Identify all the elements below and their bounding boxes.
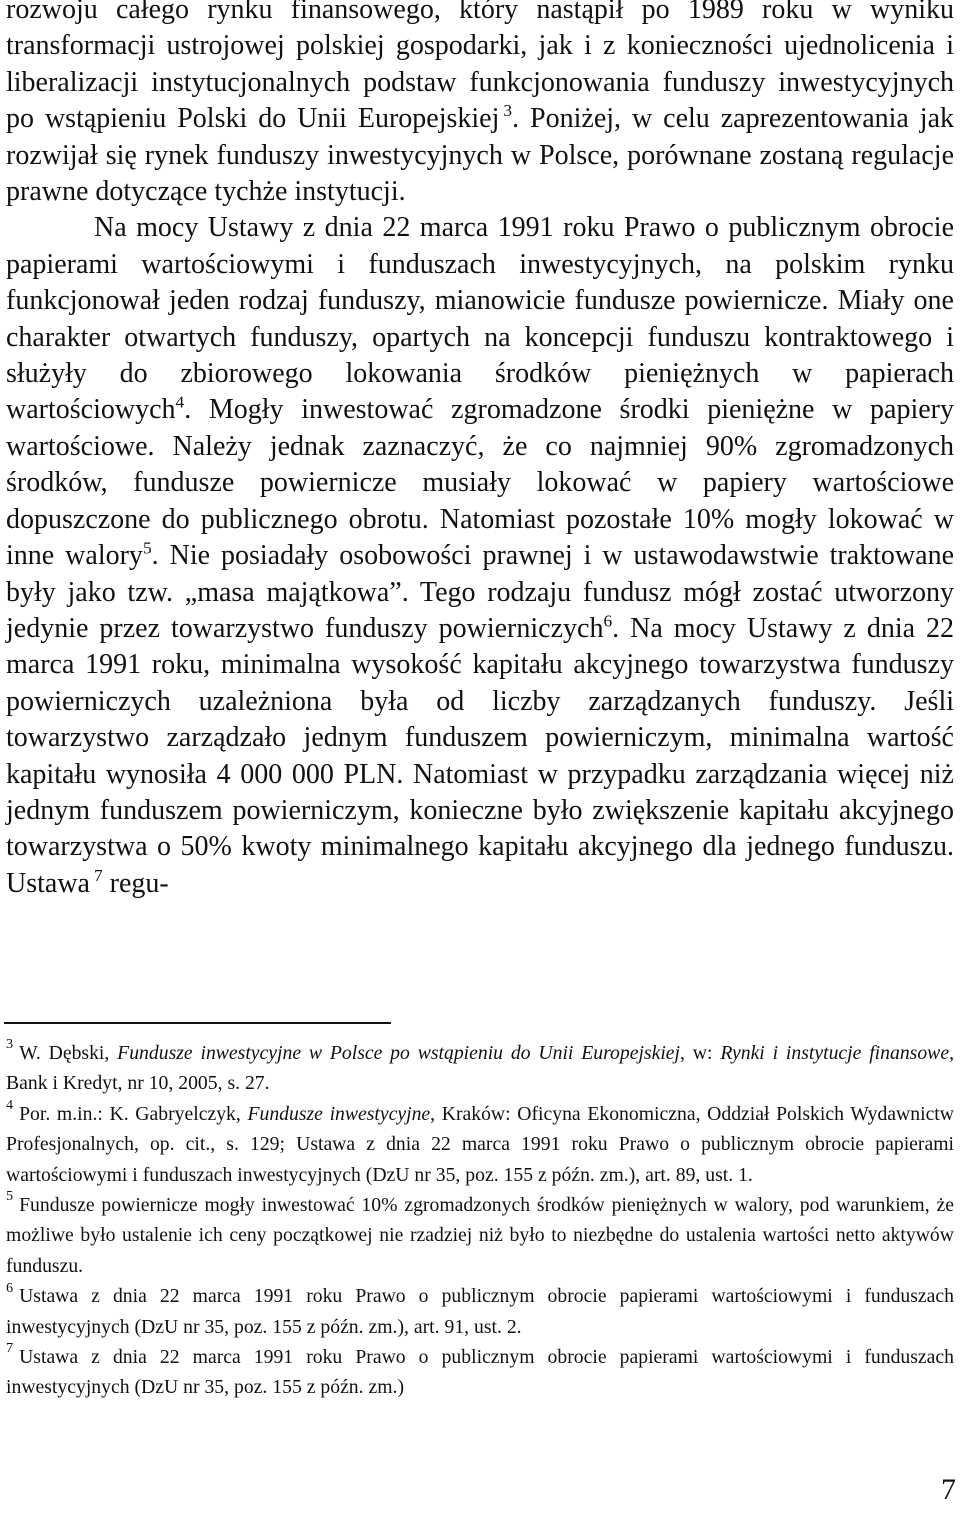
footnote-4 — [6, 1099, 954, 1190]
paragraph-2-text-a: Na mocy Ustawy z dnia 22 marca 1991 roku Prawo o publicznym obrocie papierami wartościowymi i funduszach inwestycyjnych, na polskim rynku funkcjonował jeden rodzaj funduszy, mianowicie fundusze powiernicze. Miały one charakter otwartych funduszy, opartych na koncepcji funduszu kontraktowego i służyły do zbiorowego lokowania środków pieniężnych w papierach wartościowych — [6, 212, 954, 426]
paragraph-1-text-b: . Poniżej, w celu zaprezentowania jak rozwijał się rynek funduszy inwestycyjnych w Polsce, porównane zostaną regulacje prawne dotyczące tychże instytucji. — [6, 103, 954, 208]
footnote-number: 3 — [6, 1036, 14, 1053]
paragraph-1-text-a: rozwoju całego rynku finansowego, który nastąpił po 1989 roku w wyniku transformacji ustrojowej polskiej gospodarki, jak i z konieczności ujednolicenia i liberalizacji instytucjonalnych podstaw funkcjonowania funduszy inwestycyjnych po wstąpieniu Polski do Unii Europejskiej — [6, 0, 954, 135]
paragraph-2-text-d: . Na mocy Ustawy z dnia 22 marca 1991 roku, minimalna wysokość kapitału akcyjnego towarzystwa funduszy powierniczych uzależniona była od liczby zarządzanych funduszy. Jeśli towarzystwo zarządzało jednym funduszem powierniczym, minimalna wartość kapitału wynosiła 4 000 000 PLN. Natomiast w przypadku zarządzania więcej niż jednym funduszem powierniczym, konieczne było zwiększenie kapitału akcyjnego towarzystwa o 50% kwoty minimalnego kapitału akcyjnego dla jednego funduszu. Ustawa — [6, 612, 954, 899]
footnote-6 — [6, 1281, 954, 1342]
footnote-3 — [6, 1038, 954, 1099]
paragraph-2-text-b: . Mogły inwestować zgromadzone środki pieniężne w papiery wartościowe. Należy jednak zaznaczyć, że co najmniej 90% zgromadzonych środków, fundusze powiernicze musiały lokować w papiery wartościowe dopuszczone do publicznego obrotu. Natomiast pozostałe 10% mogły lokować w inne walory — [6, 394, 954, 572]
footnote-separator — [4, 1022, 391, 1024]
body-text — [6, 0, 954, 902]
paragraph-1 — [6, 0, 954, 210]
footnote-number: 6 — [6, 1279, 14, 1296]
footnote-text: , Bank i Kredyt, nr 10, 2005, s. 27. — [6, 1042, 954, 1095]
footnotes — [6, 1038, 954, 1403]
footnote-ref-7[interactable]: 7 — [93, 866, 103, 885]
footnote-title: Rynki i instytucje finansowe — [720, 1042, 950, 1064]
paragraph-2-text-e: regu- — [102, 867, 169, 899]
footnote-number: 7 — [6, 1340, 14, 1357]
footnote-text: Fundusze powiernicze mogły inwestować 10% zgromadzonych środków pieniężnych w walory, pod warunkiem, że możliwe było ustalenie ich ceny początkowej nie rzadziej niż było to niezbędne do ustalenia wartości netto aktywów funduszu. — [6, 1194, 954, 1277]
footnote-text: , w: — [680, 1042, 721, 1064]
footnote-title: Fundusze inwestycyjne w Polsce po wstąpieniu do Unii Europejskiej — [117, 1042, 681, 1064]
paragraph-2-text-c: . Nie posiadały osobowości prawnej i w ustawodawstwie traktowane były jako tzw. „masa majątkowa”. Tego rodzaju fundusz mógł zostać utworzony jedynie przez towarzystwo funduszy powierniczych — [6, 540, 954, 644]
footnote-text: W. Dębski, — [19, 1042, 118, 1064]
page-number: 7 — [941, 1473, 956, 1506]
footnote-ref-4[interactable]: 4 — [175, 392, 185, 412]
footnote-5 — [6, 1190, 954, 1281]
footnote-text: Por. m.in.: K. Gabryelczyk, — [19, 1102, 248, 1125]
footnote-number: 5 — [6, 1188, 14, 1205]
footnote-7 — [6, 1342, 954, 1403]
footnote-title: Fundusze inwestycyjne — [247, 1102, 431, 1125]
footnote-text: , Kraków: Oficyna Ekonomiczna, Oddział Polskich Wydawnictw Profesjonalnych, op. cit., s. 129; Ustawa z dnia 22 marca 1991 roku Prawo o publicznym obrocie papierami wartościowymi i funduszach inwestycyjnych (DzU nr 35, poz. 155 z późn. zm.), art. 89, ust. 1. — [6, 1102, 954, 1186]
footnote-number: 4 — [6, 1097, 14, 1114]
footnote-ref-5[interactable]: 5 — [142, 538, 152, 558]
paragraph-2 — [6, 210, 954, 902]
footnote-ref-3[interactable]: 3 — [503, 101, 513, 121]
footnote-ref-6[interactable]: 6 — [603, 611, 613, 631]
footnote-text: Ustawa z dnia 22 marca 1991 roku Prawo o publicznym obrocie papierami wartościowymi i funduszach inwestycyjnych (DzU nr 35, poz. 155 z późn. zm.) — [6, 1346, 954, 1399]
footnote-text: Ustawa z dnia 22 marca 1991 roku Prawo o publicznym obrocie papierami wartościowymi i funduszach inwestycyjnych (DzU nr 35, poz. 155 z późn. zm.), art. 91, ust. 2. — [6, 1285, 954, 1338]
